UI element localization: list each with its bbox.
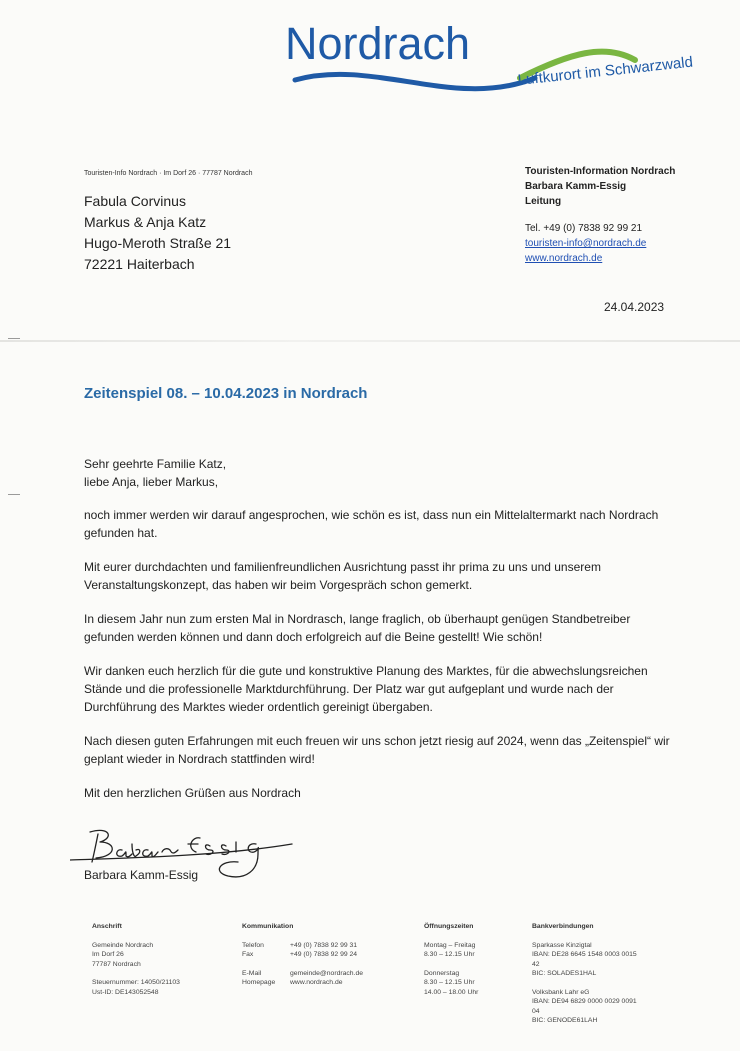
footer-line: Steuernummer: 14050/21103 [92, 979, 180, 986]
footer-key: Telefon [242, 941, 264, 949]
footer-line: 77787 Nordrach [92, 960, 141, 968]
signer-name: Barbara Kamm-Essig [84, 868, 199, 882]
footer-heading: Anschrift [92, 923, 122, 930]
footer-line: 04 [532, 1007, 540, 1015]
closing: Mit den herzlichen Grüßen aus Nordrach [84, 786, 301, 800]
footer-value: www.nordrach.de [290, 979, 343, 986]
salutation-line: Sehr geehrte Familie Katz, [84, 457, 227, 471]
footer-key: Homepage [242, 979, 276, 986]
footer-opening-hours [424, 922, 478, 997]
contact-name: Barbara Kamm-Essig [525, 181, 627, 192]
paragraph: Mit eurer durchdachten und familienfreundlichen Ausrichtung passt ihr prima zu uns und unserem Veranstaltungskonzept, das haben wir beim Vorgespräch schon gemerkt. [84, 560, 601, 592]
contact-phone: Tel. +49 (0) 7838 92 99 21 [525, 223, 643, 234]
contact-web-link[interactable]: www.nordrach.de [525, 253, 603, 264]
footer-line: 14.00 – 18.00 Uhr [424, 988, 479, 996]
footer-value: +49 (0) 7838 92 99 24 [290, 951, 358, 958]
paragraph: Nach diesen guten Erfahrungen mit euch freuen wir uns schon jetzt riesig auf 2024, wenn das „Zeitenspiel“ wir geplant wieder in Nordrach stattfinden wird! [84, 734, 670, 766]
footer-bank [532, 922, 637, 1026]
footer-line: Im Dorf 26 [92, 951, 124, 958]
footer-value: +49 (0) 7838 92 99 31 [290, 941, 358, 949]
footer-line: Volksbank Lahr eG [532, 988, 590, 996]
footer-heading: Öffnungszeiten [424, 923, 474, 930]
footer-address [92, 922, 180, 997]
footer-key: Fax [242, 951, 254, 958]
footer-line: Gemeinde Nordrach [92, 941, 154, 949]
recipient-address [84, 191, 231, 275]
footer-line: Montag – Freitag [424, 941, 476, 949]
footer-value: gemeinde@nordrach.de [290, 969, 364, 977]
footer-line: 8.30 – 12.15 Uhr [424, 951, 475, 958]
footer-line: 42 [532, 960, 540, 968]
paragraph: Wir danken euch herzlich für die gute und konstruktive Planung des Marktes, für die abwechslungsreichen Stände und die professionelle Marktdurchführung. Der Platz war gut aufgeplant und wurde nach der Durchführung des Marktes wieder ordentlich gereinigt übergaben. [84, 664, 648, 714]
footer-line: IBAN: DE94 6829 0000 0029 0091 [532, 998, 637, 1005]
paragraph: noch immer werden wir darauf angesprochen, wie schön es ist, dass nun ein Mittelaltermarkt nach Nordrach gefunden hat. [84, 508, 659, 540]
recipient-line: Hugo-Meroth Straße 21 [84, 235, 232, 251]
recipient-line: 72221 Haiterbach [84, 256, 195, 272]
footer-line: IBAN: DE28 6645 1548 0003 0015 [532, 951, 637, 958]
letter-date: 24.04.2023 [604, 300, 665, 314]
footer-line: BIC: GENODE61LAH [532, 1017, 598, 1024]
contact-email-link[interactable]: touristen-info@nordrach.de [525, 238, 647, 249]
paper-fold [0, 340, 740, 342]
footer-line: Ust-ID: DE143052548 [92, 988, 159, 996]
salutation-line: liebe Anja, lieber Markus, [84, 475, 219, 489]
footer-line: 8.30 – 12.15 Uhr [424, 979, 475, 986]
letter-body [84, 455, 674, 817]
footer-line: Sparkasse Kinzigtal [532, 941, 592, 949]
contact-block [525, 164, 675, 266]
contact-org: Touristen-Information Nordrach [525, 166, 676, 177]
logo-tagline: Luftkurort im Schwarzwald [517, 53, 694, 89]
footer-communication [242, 922, 363, 988]
footer-key: E-Mail [242, 969, 262, 977]
letter-subject: Zeitenspiel 08. – 10.04.2023 in Nordrach [84, 385, 368, 402]
footer-line: Donnerstag [424, 969, 460, 977]
punch-mark [8, 494, 20, 495]
footer-line: BIC: SOLADES1HAL [532, 970, 597, 977]
logo-wordmark: Nordrach [285, 18, 471, 69]
recipient-line: Markus & Anja Katz [84, 214, 207, 230]
contact-role: Leitung [525, 196, 562, 207]
footer-heading: Kommunikation [242, 923, 294, 930]
salutation [84, 455, 674, 491]
sender-line: Touristen-Info Nordrach · Im Dorf 26 · 77787 Nordrach [84, 170, 253, 177]
footer-heading: Bankverbindungen [532, 923, 594, 930]
paragraph: In diesem Jahr nun zum ersten Mal in Nordrasch, lange fraglich, ob überhaupt genügen Standbetreiber gefunden werden können und dann doch erfolgreich auf die Beine gestellt! Wie schön! [84, 612, 631, 644]
fold-mark [8, 338, 20, 339]
recipient-line: Fabula Corvinus [84, 193, 186, 209]
nordrach-logo [285, 18, 725, 98]
